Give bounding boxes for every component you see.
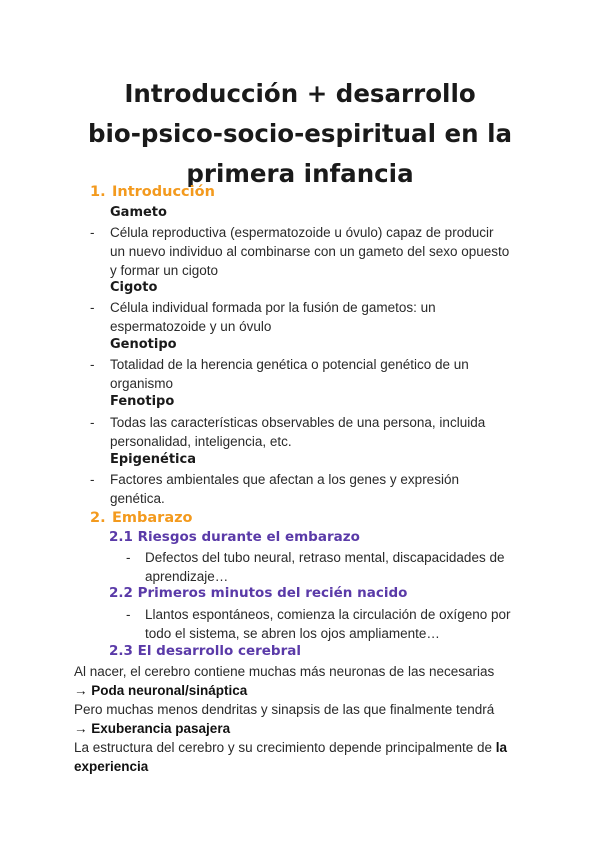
definition-line: Totalidad de la herencia genética o potencial genético de un <box>110 357 469 372</box>
term-genotipo: Genotipo <box>110 337 177 352</box>
bullet-line: todo el sistema, se abren los ojos ampliamente… <box>145 626 440 641</box>
section-title: Introducción <box>112 184 215 200</box>
section-heading-embarazo <box>90 510 193 526</box>
paragraph-experiencia <box>74 757 148 776</box>
bullet-dash: - <box>90 225 95 240</box>
title-line-3: primera infancia <box>186 159 414 188</box>
definition-line: Célula reproductiva (espermatozoide u óvulo) capaz de producir <box>110 225 494 240</box>
subsection-heading-riesgos: 2.1 Riesgos durante el embarazo <box>109 529 360 545</box>
definition-fenotipo <box>90 413 486 451</box>
section-heading-introduccion <box>90 184 215 200</box>
bullet-dash: - <box>90 357 95 372</box>
term-gameto: Gameto <box>110 205 167 220</box>
paragraph-dendritas: Pero muchas menos dendritas y sinapsis de las que finalmente tendrá <box>74 702 495 717</box>
definition-line: y formar un cigoto <box>110 263 219 278</box>
title-line-1: Introducción + desarrollo <box>124 79 476 108</box>
subsection-bullet-riesgos <box>126 548 505 586</box>
paragraph-neuronas: Al nacer, el cerebro contiene muchas más neuronas de las necesarias <box>74 664 495 679</box>
bullet-dash: - <box>126 550 131 565</box>
bullet-line: Defectos del tubo neural, retraso mental, discapacidades de <box>145 550 505 565</box>
bullet-dash: - <box>90 472 95 487</box>
definition-line: espermatozoide y un óvulo <box>110 319 272 334</box>
paragraph-text: La estructura del cerebro y su crecimiento depende principalmente de <box>74 740 496 755</box>
section-title: Embarazo <box>112 510 193 526</box>
subsection-heading-desarrollo-cerebral: 2.3 El desarrollo cerebral <box>109 643 301 659</box>
definition-line: Todas las características observables de una persona, incluida <box>110 415 486 430</box>
term-epigenetica: Epigenética <box>110 452 196 467</box>
bullet-dash: - <box>90 300 95 315</box>
bullet-line: Llantos espontáneos, comienza la circulación de oxígeno por <box>145 607 511 622</box>
definition-cigoto <box>90 298 436 336</box>
bullet-dash: - <box>126 607 131 622</box>
definition-gameto <box>90 223 510 280</box>
term-fenotipo: Fenotipo <box>110 394 175 409</box>
section-number: 1. <box>90 184 106 200</box>
definition-line: personalidad, inteligencia, etc. <box>110 434 292 449</box>
definition-epigenetica <box>90 470 459 508</box>
paragraph-poda-neuronal <box>74 681 247 700</box>
definition-genotipo <box>90 355 469 393</box>
bullet-line: aprendizaje… <box>145 569 229 584</box>
definition-line: Célula individual formada por la fusión de gametos: un <box>110 300 436 315</box>
definition-line: genética. <box>110 491 165 506</box>
subsection-heading-primeros-minutos: 2.2 Primeros minutos del recién nacido <box>109 585 408 601</box>
definition-line: organismo <box>110 376 174 391</box>
emphasis-experiencia: experiencia <box>74 759 149 774</box>
arrow-label-poda: → Poda neuronal/sináptica <box>74 683 248 698</box>
paragraph-exuberancia <box>74 719 230 738</box>
paragraph-estructura <box>74 738 507 757</box>
subsection-bullet-primeros-minutos <box>126 605 511 643</box>
bullet-dash: - <box>90 415 95 430</box>
emphasis-la: la <box>495 740 508 755</box>
page-title <box>60 74 540 194</box>
title-line-2: bio-psico-socio-espiritual en la <box>87 119 513 148</box>
definition-line: Factores ambientales que afectan a los genes y expresión <box>110 472 459 487</box>
definition-line: un nuevo individuo al combinarse con un gameto del sexo opuesto <box>110 244 510 259</box>
term-cigoto: Cigoto <box>110 280 158 295</box>
arrow-label-exuberancia: → Exuberancia pasajera <box>74 721 231 736</box>
section-number: 2. <box>90 510 106 526</box>
